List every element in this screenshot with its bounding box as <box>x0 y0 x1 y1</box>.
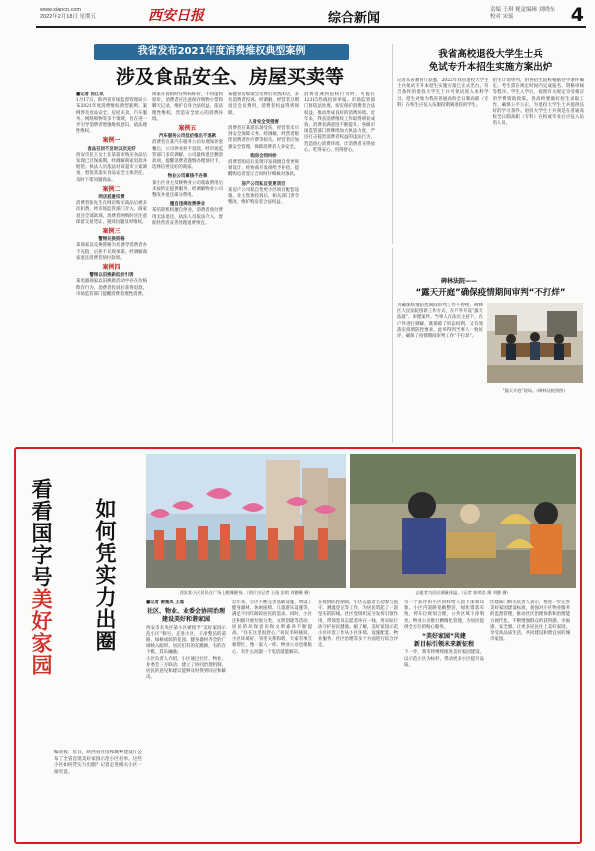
article-kicker: 碑林法院—— <box>441 278 478 285</box>
case-subhead: 网店恶意扣费 <box>98 195 125 201</box>
byline: ■记者 孙江讯 <box>76 92 104 97</box>
title-red-part: 美好家园 <box>29 588 53 676</box>
dance-photo <box>146 454 346 588</box>
case-label: 案例五 <box>178 125 197 133</box>
article-band: 我省发布2021年度消费维权典型案例 <box>94 44 349 60</box>
case-label: 案例二 <box>102 185 121 193</box>
dance-photo-caption: 西安某小区居民在广场上跳舞健身。（图片由记者 王逸 安琪 刘德摄 摄） <box>179 590 313 595</box>
section-title: 综合新闻 <box>328 11 381 26</box>
volunteer-photo <box>350 454 576 588</box>
article-body: 记者从省教育厅获悉，2022年我省退役大学生士兵免试专升本招生实施方案已正式出台。符合条件的退役大学生士兵可免试进入本科学习。招生对象为我省普通高校全日制高职（专科）在校生应征入伍服役期满退役的学生。 <box>397 78 489 108</box>
title-black-part: 看看国字号 <box>29 478 53 588</box>
feature-title-vertical <box>28 478 54 676</box>
article-headline: 我省高校退役大学生士兵 <box>438 49 543 60</box>
site-url: www.xiancn.com 2022年2月18日 星期五 <box>40 7 96 20</box>
feature-column-4: 另一个获评的小区同样给人留下深刻印象。小区内道路宽敞整洁，绿化错落有致，停车位规划合理，公共区域干净明亮。物业公司推行精细化管理，为居民提供全方位的贴心服务。 “美好家园”共建 新目标引领未来新征程 下一步，我市将继续推进美好家园建设，以示范小区为标杆，带动更多小区提升品质。 <box>404 600 484 668</box>
case-subhead: 汽车服务公司低价推出不退款 <box>158 134 217 140</box>
article-headline: “露天开庭”确保疫情期间审判“不打烊” <box>415 288 566 298</box>
article-body-continued: 招生计划单列，由各招生院校根据办学条件确定。考生需在规定时间内完成报名、资格审核等程序。学生入学后，按照有关规定享受相应的学费资助政策。各高校要做好招生录取工作，确保公平公正，为退役大学生士兵提供良好的学习条件。退役大学生士兵须是在普通高校全日制高职（专科）在校或毕业后应征入伍的人员。 <box>492 78 584 127</box>
case-subhead: 人身安全受侵害 <box>248 119 279 125</box>
volunteer-photo-caption: 志愿者为居民测量体温。（记者 郭鸿浩 摄 刘德 摄） <box>415 590 511 595</box>
feature-paragraph: 西安市未央区某小区被授予“美好家园示范小区”称号。走进小区，干净整洁的道路、绿树成荫的花园、健身器材齐全的广场映入眼帘。居民们有的在跳舞，有的在下棋，其乐融融。 <box>146 625 226 656</box>
feature-subtitle-vertical: 如何凭实力出圈 <box>93 498 117 652</box>
newspaper-logo: 西安日报 <box>148 8 204 24</box>
case-label: 案例一 <box>102 137 121 145</box>
feature-column-3: 在疫情防控期间，小区志愿者主动参与值守、测温登记等工作，为居民筑起了一道坚实的防线。社区党组织充分发挥引领作用，带领党员志愿者冲在一线，用实际行动守护居民健康。据了解，美好家园示范小区评选工作从小区环境、设施配套、物业服务、社区治理等多个方面进行综合评定。 <box>318 600 398 649</box>
case-subhead: 物业公司拿钱不办事 <box>167 174 208 180</box>
feature-subhead: 社区、物业、业委会协同治理 <box>146 608 225 616</box>
feature-column-1: ■记者 谢曼凤 王逸 社区、物业、业委会协同治理 建设美好和谐家园 西安市未央区某小区被授予“美好家园示范小区”称号。走进小区，干净整洁的道路、绿树成荫的花园、健身器材齐全的广场映入眼帘。居民们有的在跳舞，有的在下棋，其乐融融。 小区负责人介绍，小区通过社区、物业、业委会三方联动，建立了协同治理机制，居民的意见和建议能够及时得到回应和解决。 <box>146 600 226 681</box>
editor-credits: 责编 王琪 视觉编辑 刘晓东 校对 宋瑶 <box>490 7 556 20</box>
intro-paragraph: 1月17日，陕西省市场监督管理局公布2021年度消费维权典型案例。案例涉及食品安全、房屋买卖、汽车服务、网络购物等多个领域，旨在进一步引导消费者增强维权意识，依法理性维权。 <box>76 98 147 135</box>
article-body: 为确保疫情防控期间审判工作不停摆，碑林区人民法院创新工作方式，在户外开设“露天法庭”，审理案件。当事人在法官主持下，在户外进行调解，既保障了诉讼权利，又有效落实疫情防控要求。此举得到当事人一致好评，确保了疫情期间审判工作“不打烊”。 <box>397 303 483 340</box>
case-label: 案例四 <box>102 264 121 272</box>
text-column-3: 某健身房收取会员费后突然闭店，多名消费者投诉。经调解，经营者分期退还会员费用，消费者权益得到保障。 人身安全受侵害 消费者在某游乐场受伤，经营者未尽到安全保障义务。经调解，经营者赔偿消费者医疗费等损失。经营者应加强安全管理，保障消费者人身安全。 购房合同纠纷 消费者购房后发现开发商擅自变更规划设计，经协商开发商给予补偿。提醒购房者签订合同时仔细核对条款。 房产公司私自变更项目 某房产公司私自变更小区项目配套设施，业主集体投诉后，相关部门责令整改，维护购房者合法权益。 <box>228 92 299 206</box>
court-article <box>392 248 584 443</box>
feature-subhead-4: 新目标引领未来新征程 <box>413 641 474 649</box>
article-subheadline: 免试专升本招生实施方案出炉 <box>428 62 553 73</box>
veteran-students-article <box>392 44 584 244</box>
feature-title-block <box>22 478 140 738</box>
text-column-4: 消费者遇到侵权行为时，可拨打12315热线投诉举报。市场监管部门将依法处理，切实保护消费者合法权益，推动形成良好的消费环境。近年来，我省消费维权工作取得明显成效，消费者满意度不断提升。各级市场监管部门将继续加大执法力度，严厉打击侵害消费者权益的违法行为，营造放心消费环境，让消费者买得放心、吃得安心、用得舒心。 <box>304 92 375 153</box>
case-subhead: 擅自违规收费停业 <box>169 202 206 208</box>
article-headline: 涉及食品安全、房屋买卖等 <box>115 66 344 88</box>
consumer-rights-article <box>76 44 384 442</box>
feature-byline: ■记者 谢曼凤 王逸 <box>146 600 184 605</box>
case-subhead: 食品召回不及时以次充好 <box>87 146 136 152</box>
case-label: 案例三 <box>102 228 121 236</box>
case-subhead: 购房合同纠纷 <box>250 153 277 159</box>
feature-intro: 编者按：近日，陕西省住房和城乡建设厅公布了全省首批美好家园示范小区名单。这些小区如何凭实力出圈？记者走进相关小区一探究竟。 <box>54 750 142 775</box>
case-subhead: 房产公司私自变更项目 <box>241 181 286 187</box>
text-column-1: ■记者 孙江讯 1月17日，陕西省市场监督管理局公布2021年度消费维权典型案例。案例涉及食品安全、房屋买卖、汽车服务、网络购物等多个领域，旨在进一步引导消费者增强维权意识，依法理性维权。 案例一 食品召回不及时以次充好 西安市民王女士在某超市购买食品后发现已过保质期，经调解商家退款并赔偿。执法人员依法对该超市立案调查，督促其落实食品安全主体责任，及时下架问题商品。 案例二 网店恶意扣费 消费者张先生在网店购买商品后被多次扣费，经市场监管部门介入，商家退还全部款项。消费者网购时应注意保留交易凭证，遇到问题及时维权。 案例三 警惕兑换资格 某商家以兑换资格为名诱导消费者办卡充值，后拒不兑现承诺。经调解商家退还消费者预付款项。 案例四 警惕以旧换新低价引诱 某电器商家以旧换新活动中存在价格欺诈行为，消费者投诉后获得退款。市场监管部门提醒消费者理性消费。 <box>76 92 147 297</box>
court-photo-caption: “露天开庭”现场。（碑林法院供图） <box>502 388 568 393</box>
page-header <box>36 4 586 28</box>
feature-column-2: 近年来，小区不断完善基础设施，增设了健身器材、休闲座椅、儿童游乐设施等，满足不同年龄段居民的需求。同时，小区还积极开展垃圾分类、文明创建等活动，居民的环保意识和文明素养不断提高。“住在这里很舒心。”居民李阿姨说，小区环境好、邻里关系和谐，大家有事互相帮忙，像一家人一样。物业公司也很贴心，有什么问题一个电话就能解决。 <box>232 600 312 655</box>
court-photo <box>487 303 583 393</box>
feature-body-columns <box>146 600 578 840</box>
feature-column-5: 住建部门相关负责人表示，将进一步完善美好家园建设标准，加强对小区物业服务的监督管理，推动社区治理体系和治理能力现代化，不断增强群众的获得感、幸福感、安全感。让更多居民住上美好家园，享受高品质生活，共同建设和谐宜居的城市家园。 <box>490 600 570 643</box>
case-subhead: 警惕以旧换新低价引诱 <box>89 273 134 279</box>
case-subhead: 警惕兑换资格 <box>98 237 125 243</box>
feature-subhead-3: “美好家园”共建 <box>422 633 466 641</box>
feature-subhead-2: 建设美好和谐家园 <box>161 616 210 624</box>
text-column-2: 商家在促销时应明码标价，不得虚构原价。消费者应注意保存购物小票和聊天记录，维护自身合法权益，依法理性维权，营造安全放心的消费环境。 案例五 汽车服务公司低价推出不退款 消费者在某汽车服务公司办理保养套餐后，公司停业拒不退款。经市场监管部门多次调解，公司最终退还剩余款项。提醒消费者谨慎办理预付卡，选择信誉良好的商家。 物业公司拿钱不办事 某小区业主反映物业公司收取费用后未按约定提供服务，经调解物业公司整改并退还部分费用。 擅自违规收费停业 某培训机构擅自停业，消费者预付费用无法退还。执法人员依法介入，督促经营者妥善处理退费事宜。 <box>152 92 223 226</box>
page-number: 4 <box>570 4 584 26</box>
